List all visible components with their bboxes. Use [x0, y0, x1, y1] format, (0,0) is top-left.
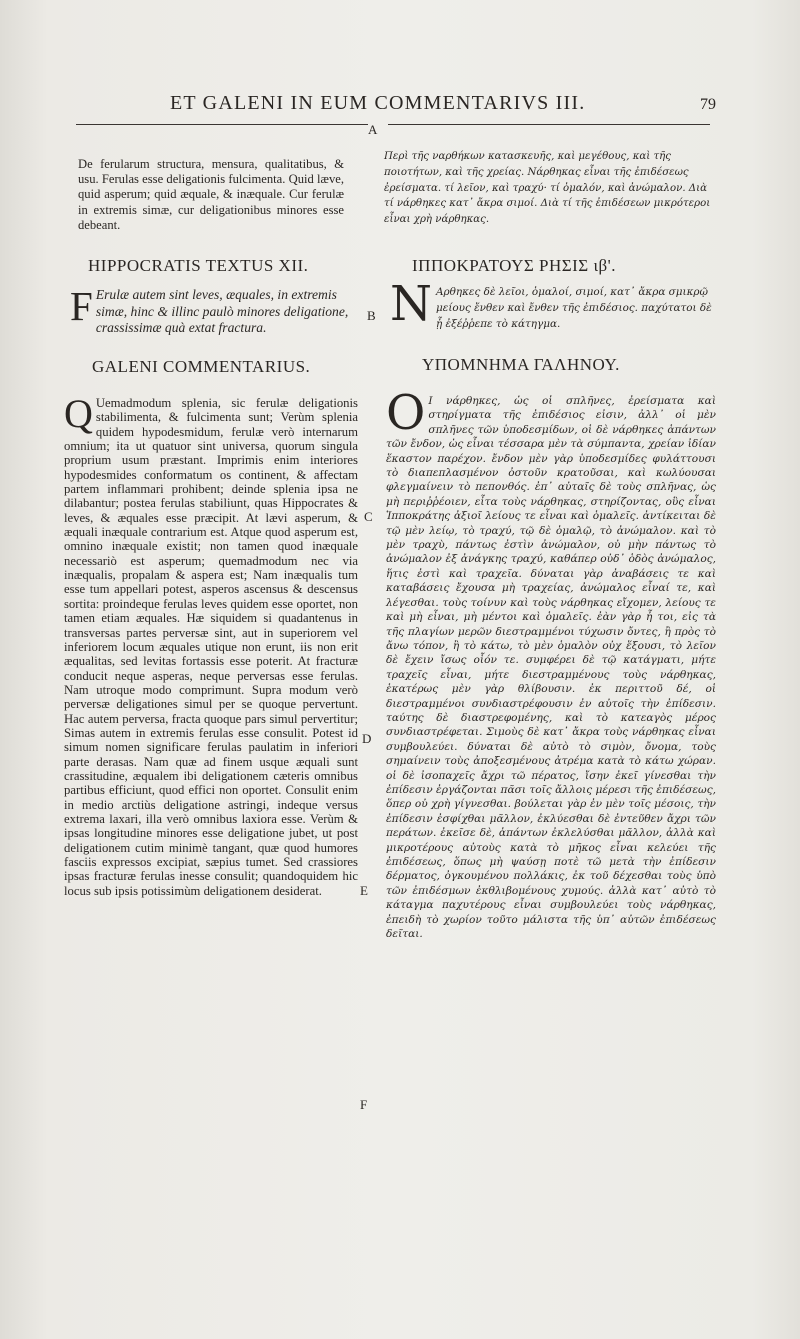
greek-summary: Περὶ τῆς ναρθήκων κατασκευῆς, καὶ μεγέθους, καὶ τῆς ποιοτήτων, καὶ τῆς χρείας. Νάρθηκας εἶναι τῆς ἐπιδέσεως ἐρείσματα. τί λεῖον, καὶ τραχύ· τί ὁμαλόν, καὶ ἀνώμαλον. Διὰ τί νάρθηκες κατ᾽ ἄκρα σιμοί. Διὰ τί τῆς ἐπιδέσεων μικρότεροι εἶναι χρὴ νάρθηκας. [384, 151, 711, 226]
running-title: ET GALENI IN EUM COMMENTARIVS III. [170, 92, 586, 114]
greek-commentary-initial: Ο [386, 385, 426, 441]
greek-hippocrates-heading: ΙΠΠΟΚΡΑΤΟΥΣ ΡΗΣΙΣ ιβ'. [412, 256, 616, 275]
greek-lemma-text: Αρθηκες δὲ λεῖοι, ὁμαλοί, σιμοί, κατ᾽ ἄκρα σμικρῷ μείους ἔνθεν καὶ ἔνθεν τῆς ἐπιδέσιος. παχύτατοι δὲ ᾗ ἐξέῤῥεπε τὸ κάτηγμα. [436, 286, 712, 330]
latin-commentary [64, 391, 358, 898]
latin-summary: De ferularum structura, mensura, qualitatibus, & usu. Ferulas esse deligationis fulcimenta. Quid læve, quid asperum; quid æquale, & inæquale. Cur ferulæ in extremis simæ, cur deligationibus minores esse debeant. [78, 157, 344, 232]
greek-lemma [390, 276, 716, 332]
latin-hippocrates-heading: HIPPOCRATIS TEXTUS XII. [88, 256, 309, 275]
latin-commentary-text: Uemadmodum splenia, sic ferulæ deligationis stabilimenta, & fulcimenta sunt; Verùm splenia quidem hypodesmidum, ferulæ verò internarum omnium; ita ut quatuor sint universa, quorum singula proprium usum præstant. Imprimis enim interiores hypodesmides conformatum os continent, & affectam partem inflammari prohibent; deinde splenia ipsa ne dilabantur; postea ferulas stabiliunt, quas Hippocrates & leves, & æquales esse præcipit. At lævi asperum, & æquali inæquale contrarium est. Atque quod asperum est, omnino inæquale existit; non tamen quod inæquale necessariò est asperum; quemadmodum nec via inæqualis, propalam & aspera est; Nam inæqualis tum esse tum appellari potest, asperos ascensus & descensus sortita: proindeque ferulas leves quidem esse oportet, non tamen etiam æquales. Hæ siquidem si quadantenus in transversas partes perversæ sint, aut in superiorem vel inferiorem locum æquales utique non erunt, iis non erit æqualitas, sed levitas fortassis esse poterit. At fracturæ conducit neque asperas, neque perversas esse ferulas. Nam utroque modo comprimunt. Supra modum verò perversæ deligationes simul per se quoque pervertunt. Hac autem perversa, fracta quoque pars simul pervertitur; Simas autem in extremis ferulas esse consulit. Potest id simum nomen significare ferulas paulatim in inferiori parte derasas. Nam quæ ad finem usque æquali sunt crassitudine, æqualem ibi deligationem cæteris omnibus partibus efficiunt, quod effici non oportet. Consulit enim in medio arctiùs deligatione astringi, indeque versus extrema laxari, illa verò omnibus laxiora esse. Verùm & ipsas longitudine minores esse deligatione jubet, ut post deligationem cutim minimè tangant, quæ quod humores fasciis expressos excipiat, sæpius tumet. Sed crassiores ipsas fracturæ ferulas inesse consulit; quandoquidem hic locus sub ipsis potissimùm deligationem desiderat. [64, 396, 358, 898]
margin-letter-f: F [360, 1097, 368, 1112]
margin-letter-d: D [362, 731, 372, 746]
header-rule-left [76, 124, 368, 125]
latin-galen-heading: GALENI COMMENTARIUS. [92, 357, 311, 376]
header-rule-right [388, 124, 710, 125]
greek-galen-heading: ΥΠΟΜΝΗΜΑ ΓΑΛΗΝΟΥ. [422, 355, 620, 374]
greek-commentary [386, 385, 716, 941]
margin-letter-b: B [367, 308, 376, 323]
latin-commentary-initial: Q [64, 391, 93, 436]
greek-lemma-initial: N [390, 276, 432, 332]
latin-lemma [70, 283, 356, 337]
margin-letter-e: E [360, 883, 368, 898]
greek-commentary-text: Ι νάρθηκες, ὡς οἱ σπλῆνες, ἐρείσματα καὶ στηρίγματα τῆς ἐπιδέσιος εἰσιν, ἀλλ᾽ οἱ μὲν σπλῆνες τῶν ὑποδεσμίδων, οἱ δὲ νάρθηκες ἁπάντων τῶν ἔνδον, ὡς εἶναι τέσσαρα μὲν τὰ σύμπαντα, χρείαν ἰδίαν ἕκαστον παρέχον. ἔνδον μὲν γὰρ ὑποδεσμίδες φυλάττουσι τὸ διαπεπλασμένον ὀστοῦν κρατοῦσαι, καὶ κωλύουσαι φλεγμαίνειν τὸ πεπονθός. ἐπ᾽ αὐταῖς δὲ τοὺς σπλῆνας, ὡς μὴ περιῤῥέοιεν, εἶτα τοὺς νάρθηκας, στηρίζοντας, οὓς εἶναι Ἱπποκράτης ἀξιοῖ λείους τε εἶναι καὶ ὁμαλεῖς. ἀντίκειται δὲ τῷ μὲν λείῳ, τὸ τραχύ, τῷ δὲ ὁμαλῷ, τὸ ἀνώμαλον. καὶ τὸ μὲν τραχὺ, πάντως ἐστὶν ἀνώμαλον, οὐ μὴν πάντως τὸ ἀνώμαλον ἐξ ἀνάγκης τραχύ, καθάπερ οὐδ᾽ ὁδὸς ἀνώμαλος, ἥτις ἐστὶ καὶ τραχεῖα. δύναται γὰρ ἀναβάσεις τε καὶ καταβάσεις ἔχουσα μὴ τραχείας, ἀνώμαλος εἶναί τε, καὶ λέγεσθαι. τοὺς τοίνυν καὶ τοὺς νάρθηκας εἴχομεν, λείους τε καὶ μὴ εἶναι, μὴ μέντοι καὶ ὁμαλεῖς. ἐὰν γὰρ ἦ τοι, εἰς τὰ τῆς πλαγίων μερῶν διεστραμμένοι τύχωσιν ὄντες, ἢ πρὸς τὸ ἄνω τόπον, ἢ τὸ κάτω, τὸ μὲν ὁμαλὸν οὐχ ἕξουσι, τὸ λεῖον δὲ ἔχειν ἴσως οἷόν τε. συμφέρει δὲ τῷ κατάγματι, μήτε τραχεῖς εἶναι, μήτε διεστραμμένους τοὺς νάρθηκας, ἑκατέρως μὲν γὰρ θλίβουσιν. ἐκ περιττοῦ δέ, οἱ διεστραμμένοι συνδιαστρέφουσιν ἐν αὐτοῖς τὴν ἐπίδεσιν. ταύτης δὲ διαστρεφομένης, καὶ τὸ κατεαγὸς μέρος συνδιαστρέφεται. Σιμοὺς δὲ κατ᾽ ἄκρα τοὺς νάρθηκας εἶναι συμβουλεύει. δύναται δὲ αὐτὸ τὸ σιμὸν, ὄνομα, τοὺς σημαίνειν τοὺς ἀποξεσμένους ἀτρέμα κατὰ τὸ κάτω χώραν. οἱ δὲ ἰσοπαχεῖς ἄχρι τῶ πέρατος, ἴσην ἐκεῖ γίνεσθαι τὴν ἐπίδεσιν ἐργάζονται πᾶσι τοῖς ἄλλοις μέρεσι τῆς ἐπιδέσεως, ὅπερ οὐ χρὴ γίγνεσθαι. βούλεται γὰρ ἐν μὲν τοῖς μέσοις, τὴν ἐπίδεσιν ἐσφίχθαι μᾶλλον, ἐκλύεσθαι δὲ ἐντεῦθεν ἄχρι τῶν περάτων. ἐκεῖσε δὲ, ἁπάντων ἐκλελύσθαι μᾶλλον, ἀλλὰ καὶ μικροτέρους αὐτοὺς κατὰ τὸ μῆκος εἶναι κελεύει τῆς ἐπιδέσεως, ὅπως μὴ ψαύσῃ ποτὲ τῶ μετὰ τὴν ἐπίδεσιν δέρματος, ὀγκουμένου πολλάκις, ἐκ τοῦ δέχεσθαι τοὺς ὑπὸ τῶν ἐπιδέσμων ἐκθλιβομένους χυμούς. ἀλλὰ κατ᾽ αὐτὸ τὸ κάταγμα παχυτέρους εἶναι συμβουλεύει τοὺς νάρθηκας, ἐπειδὴ τὸ χωρίον τοῦτο μάλιστα τῆς ὑπ᾽ αὐτῶν ἐπιδέσεως δεῖται. [386, 395, 716, 941]
latin-lemma-text: Erulæ autem sint leves, æquales, in extremis simæ, hinc & illinc paulò minores deligatione, crassissimæ quà extat fractura. [95, 287, 349, 336]
latin-lemma-initial: F [70, 283, 93, 329]
margin-letter-a: A [368, 122, 378, 137]
page-number: 79 [700, 96, 716, 113]
margin-letter-c: C [364, 509, 373, 524]
